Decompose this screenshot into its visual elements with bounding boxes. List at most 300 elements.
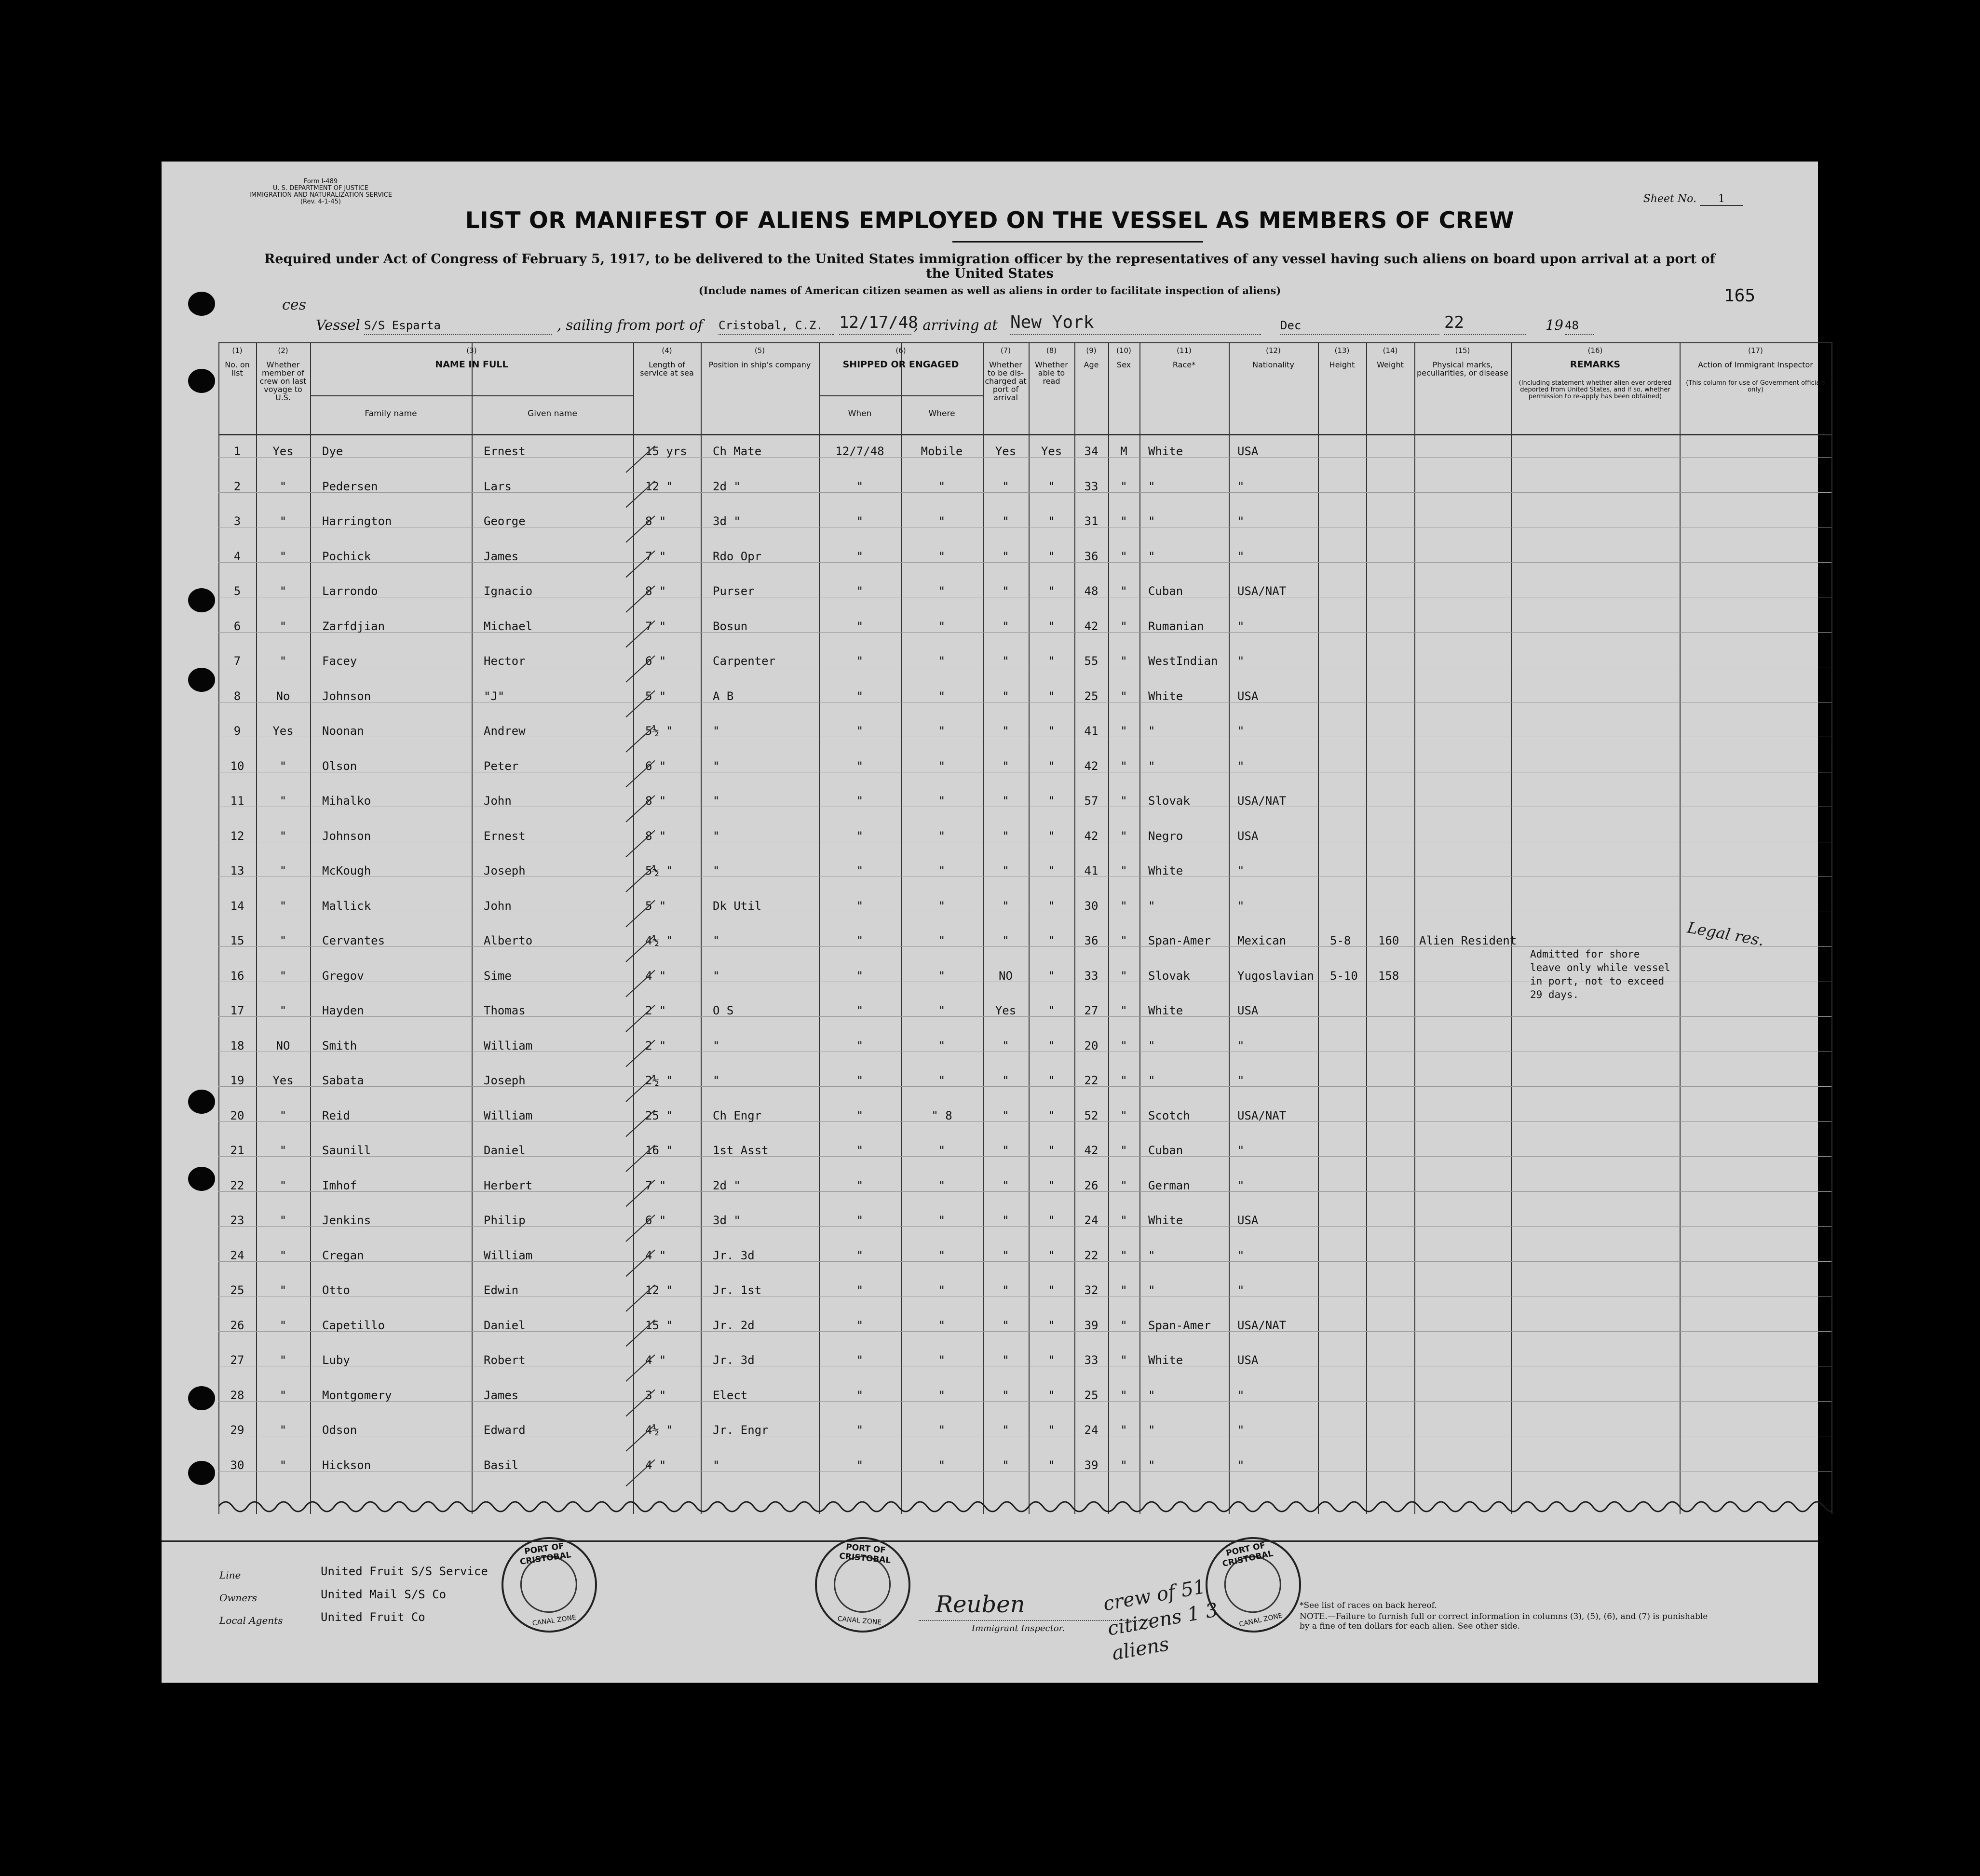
table-cell: 158 [1378, 969, 1399, 983]
table-cell: " [1002, 864, 1009, 877]
table-cell: 22 [230, 1178, 244, 1192]
check-tick [626, 1285, 655, 1311]
check-tick [626, 1250, 655, 1277]
table-cell: " [938, 689, 946, 703]
table-cell: " [1002, 619, 1009, 633]
check-tick [626, 1425, 655, 1451]
table-cell: " [1237, 479, 1245, 493]
column-title: Weight [1377, 360, 1404, 369]
table-cell: " [279, 829, 287, 843]
table-cell: " [1120, 654, 1127, 668]
table-cell: " [1237, 1458, 1245, 1472]
squiggle-line [218, 1502, 1831, 1512]
table-cell: " [1002, 934, 1009, 947]
table-cell: " [1237, 1388, 1245, 1402]
sheet-label: Sheet No. [1643, 193, 1696, 205]
table-cell: " [1002, 1144, 1009, 1157]
table-cell: Noonan [322, 724, 364, 738]
table-cell: Yes [1041, 445, 1062, 458]
table-cell: " [938, 549, 946, 563]
agents-label: Local Agents [219, 1615, 283, 1626]
table-cell: Alberto [484, 934, 533, 947]
table-cell: " [1148, 1283, 1155, 1297]
table-cell: " [1048, 584, 1055, 598]
table-cell: White [1148, 1004, 1183, 1017]
table-cell: " [1002, 1458, 1009, 1472]
table-cell: " [856, 479, 864, 493]
form-revision: (Rev. 4-1-45) [300, 198, 341, 205]
table-cell: 27 [230, 1353, 244, 1367]
table-cell: 13 [230, 864, 244, 877]
table-cell: Ch Engr [713, 1108, 762, 1122]
column-header [220, 346, 254, 377]
table-cell: 2½ " [645, 1074, 673, 1087]
table-cell: Bosun [713, 619, 748, 633]
table-cell: M [1120, 445, 1127, 458]
table-cell: " [1002, 1248, 1009, 1262]
table-cell: Carpenter [713, 654, 776, 668]
table-cell: " [1048, 1144, 1055, 1157]
table-cell: " [279, 514, 287, 528]
check-tick [626, 1180, 655, 1207]
check-tick [626, 586, 655, 612]
table-cell: USA [1237, 1004, 1259, 1017]
table-cell: USA/NAT [1237, 1318, 1287, 1332]
table-cell: 42 [1084, 1144, 1098, 1157]
table-cell: " [856, 1004, 864, 1017]
table-cell: " [279, 1388, 287, 1402]
table-cell: 3d " [713, 514, 741, 528]
table-cell: " [1237, 1423, 1245, 1437]
table-cell: " [1048, 1353, 1055, 1367]
table-cell: Johnson [322, 829, 371, 843]
table-cell: " [1120, 794, 1127, 808]
table-cell: Edwin [484, 1283, 519, 1297]
table-cell: " [713, 864, 720, 877]
arrival-port: New York [1010, 312, 1261, 335]
column-title: Action of Immigrant Inspector [1698, 360, 1813, 369]
column-divider [472, 342, 473, 1514]
table-cell: 7 " [645, 549, 666, 563]
table-cell: " [856, 794, 864, 808]
table-cell: " [856, 654, 864, 668]
table-cell: " [938, 1423, 946, 1437]
department: U. S. DEPARTMENT OF JUSTICE [272, 185, 369, 192]
table-cell: 2 " [645, 1004, 666, 1017]
table-cell: 42 [1084, 829, 1098, 843]
owners-value: United Mail S/S Co [321, 1588, 447, 1601]
check-tick [626, 1320, 655, 1347]
cristobal-stamp [811, 1533, 915, 1637]
table-cell: " [1148, 1074, 1155, 1087]
footnote: *See list of races on back hereof. [1300, 1601, 1437, 1610]
table-cell: " [279, 619, 287, 633]
check-tick [626, 446, 655, 472]
table-cell: Jr. Engr [713, 1423, 769, 1437]
table-cell: 48 [1084, 584, 1098, 598]
table-cell: 34 [1084, 445, 1098, 458]
table-cell: Pochick [322, 549, 371, 563]
column-header [1416, 346, 1509, 377]
table-cell: Daniel [484, 1318, 526, 1332]
table-cell: Ernest [484, 445, 526, 458]
margin-mark: ces [282, 297, 306, 313]
column-header [1141, 346, 1227, 369]
column-number: (4) [662, 346, 672, 355]
table-cell: Pedersen [322, 479, 378, 493]
column-header [1513, 346, 1678, 369]
table-cell: NO [999, 969, 1013, 983]
inspector-label: Immigrant Inspector. [972, 1623, 1065, 1633]
table-cell: 4½ " [645, 934, 673, 947]
punch-hole [188, 1167, 215, 1191]
punch-hole [188, 668, 215, 692]
check-tick [626, 1355, 655, 1381]
table-cell: " [938, 1283, 946, 1297]
table-cell: " [1002, 1108, 1009, 1122]
check-tick [626, 831, 655, 857]
table-cell: " [279, 1178, 287, 1192]
punch-hole [188, 292, 215, 316]
table-cell: 4 [233, 549, 241, 563]
table-cell: John [484, 899, 512, 913]
table-cell: George [484, 514, 526, 528]
table-cell: " [856, 1074, 864, 1087]
column-number: (13) [1334, 346, 1350, 355]
table-cell: 11 [230, 794, 244, 808]
table-cell: 10 [230, 759, 244, 773]
table-cell: " [1237, 1074, 1245, 1087]
table-cell: " [1120, 1248, 1127, 1262]
column-title: Position in ship's company [708, 360, 811, 369]
table-cell: " [938, 724, 946, 738]
table-cell: Mihalko [322, 794, 371, 808]
column-number: (2) [278, 346, 288, 355]
table-cell: " [1120, 969, 1127, 983]
arriving-label: , arriving at [914, 317, 998, 333]
table-cell: " [938, 654, 946, 668]
form-identifier [229, 178, 412, 205]
table-cell: Sabata [322, 1074, 364, 1087]
table-cell: "J" [484, 689, 505, 703]
table-cell: 32 [1084, 1283, 1098, 1297]
table-cell: Yes [272, 1074, 294, 1087]
table-cell: " [938, 1388, 946, 1402]
punch-hole [188, 1090, 215, 1114]
table-cell: 5 " [645, 689, 666, 703]
column-subheader: Given name [528, 409, 577, 418]
table-cell: " [1237, 549, 1245, 563]
table-cell: " [1002, 514, 1009, 528]
table-cell: " [713, 1074, 720, 1087]
table-cell: " [279, 584, 287, 598]
table-cell: " [856, 1283, 864, 1297]
vessel-name: S/S Esparta [364, 319, 552, 335]
table-cell: " [1120, 1423, 1127, 1437]
table-cell: " [1002, 1353, 1009, 1367]
table-cell: " [856, 1458, 864, 1472]
table-cell: 41 [1084, 864, 1098, 877]
table-cell: " [1048, 794, 1055, 808]
check-tick [626, 1110, 655, 1137]
table-cell: 7 " [645, 1178, 666, 1192]
column-divider [1831, 342, 1832, 1514]
vessel-label: Vessel [316, 317, 360, 333]
table-cell: " [938, 619, 946, 633]
table-cell: " [1120, 1144, 1127, 1157]
table-cell: 42 [1084, 619, 1098, 633]
table-cell: " [713, 794, 720, 808]
table-cell: " [1120, 899, 1127, 913]
table-cell: German [1148, 1178, 1190, 1192]
end-of-list-squiggle [218, 1492, 1831, 1521]
table-cell: 5½ " [645, 864, 673, 877]
table-cell: 8 " [645, 829, 666, 843]
table-cell: 27 [1084, 1004, 1098, 1017]
table-cell: Hector [484, 654, 526, 668]
table-cell: 16 " [645, 1144, 673, 1157]
table-cell: " [1002, 1074, 1009, 1087]
column-title: SHIPPED OR ENGAGED [842, 359, 959, 370]
punch-hole [188, 1461, 215, 1485]
table-cell: " [1237, 1178, 1245, 1192]
column-divider [1229, 342, 1230, 1514]
table-cell: 25 [1084, 1388, 1098, 1402]
column-title: Height [1329, 360, 1355, 369]
table-cell: 16 [230, 969, 244, 983]
table-cell: Joseph [484, 1074, 526, 1087]
line-label: Line [219, 1569, 241, 1581]
table-cell: William [484, 1039, 533, 1053]
table-cell: " [1148, 899, 1155, 913]
table-cell: 160 [1378, 934, 1399, 947]
table-cell: " [1120, 1074, 1127, 1087]
table-cell: " [1048, 1214, 1055, 1227]
column-title: NAME IN FULL [435, 359, 508, 370]
header-bottom-border [218, 434, 1831, 435]
table-cell: Cregan [322, 1248, 364, 1262]
table-cell: McKough [322, 864, 371, 877]
table-cell: " [1048, 479, 1055, 493]
column-divider [1414, 342, 1415, 1514]
table-cell: " [1048, 1318, 1055, 1332]
table-cell: 24 [1084, 1214, 1098, 1227]
column-header [258, 346, 308, 402]
table-cell: Cuban [1148, 1144, 1183, 1157]
sheet-number [1643, 193, 1743, 206]
table-cell: " [856, 829, 864, 843]
check-tick [626, 796, 655, 822]
column-title: Whether able to read [1035, 360, 1068, 386]
include-note: (Include names of American citizen seamen as well as aliens in order to facilitate inspection of aliens) [698, 284, 1281, 297]
table-cell: " [1002, 724, 1009, 738]
column-title: Whether member of crew on last voyage to U.S. [259, 360, 307, 402]
table-cell: James [484, 1388, 519, 1402]
column-divider [1511, 342, 1512, 1514]
table-cell: 12 " [645, 479, 673, 493]
table-cell: 33 [1084, 479, 1098, 493]
table-cell: " [1048, 899, 1055, 913]
table-cell: Gregov [322, 969, 364, 983]
table-cell: " [1237, 724, 1245, 738]
table-cell: 4 " [645, 1248, 666, 1262]
table-cell: Harrington [322, 514, 392, 528]
table-cell: 7 " [645, 619, 666, 633]
table-cell: " [279, 934, 287, 947]
table-cell: " [1048, 724, 1055, 738]
table-cell: Span-Amer [1148, 934, 1211, 947]
table-cell: " [1120, 1039, 1127, 1053]
page-number: 165 [1723, 286, 1755, 306]
table-cell: " [856, 549, 864, 563]
check-tick [626, 1145, 655, 1172]
table-cell: Elect [713, 1388, 748, 1402]
table-cell: 57 [1084, 794, 1098, 808]
table-cell: " [856, 1144, 864, 1157]
table-cell: " [1237, 1039, 1245, 1053]
arrival-month: Dec [1280, 319, 1439, 335]
table-cell: 42 [1084, 759, 1098, 773]
table-cell: 25 [230, 1283, 244, 1297]
table-cell: " [279, 1108, 287, 1122]
check-tick [626, 1040, 655, 1067]
table-cell: " [279, 969, 287, 983]
arrival-day: 22 [1444, 313, 1526, 335]
table-cell: 5 " [645, 899, 666, 913]
table-cell: 52 [1084, 1108, 1098, 1122]
column-header [1320, 346, 1364, 369]
stamp-text: PORT OF CRISTOBAL [839, 1542, 892, 1566]
column-divider [1680, 342, 1681, 1514]
table-cell: " [1002, 654, 1009, 668]
column-title: Sex [1116, 360, 1131, 369]
table-cell: 8 [233, 689, 241, 703]
table-cell: " [279, 759, 287, 773]
table-cell: 5 [233, 584, 241, 598]
table-cell: 20 [1084, 1039, 1098, 1053]
column-divider [310, 342, 311, 1514]
table-cell: " [1120, 619, 1127, 633]
table-cell: " [1237, 514, 1245, 528]
table-cell: 19 [230, 1074, 244, 1087]
table-cell: William [484, 1108, 533, 1122]
year-prefix: 19 [1546, 317, 1563, 333]
check-tick [626, 935, 655, 962]
table-cell: " [713, 829, 720, 843]
table-cell: Dk Util [713, 899, 762, 913]
table-cell: " [279, 1144, 287, 1157]
table-cell: Yes [272, 445, 294, 458]
page-title: LIST OR MANIFEST OF ALIENS EMPLOYED ON THE VESSEL AS MEMBERS OF CREW [465, 207, 1515, 234]
column-number: (11) [1177, 346, 1192, 355]
table-cell: " [856, 1108, 864, 1122]
table-cell: " [938, 829, 946, 843]
table-cell: 8 " [645, 514, 666, 528]
table-cell: 36 [1084, 934, 1098, 947]
table-cell: " [856, 934, 864, 947]
table-cell: Larrondo [322, 584, 378, 598]
table-cell: 15 yrs [645, 445, 687, 458]
table-cell: " [1048, 829, 1055, 843]
column-title: Age [1084, 360, 1099, 369]
table-cell: Rumanian [1148, 619, 1204, 633]
punch-hole [188, 1386, 215, 1410]
table-cell: 26 [230, 1318, 244, 1332]
table-cell: 28 [230, 1388, 244, 1402]
table-cell: Saunill [322, 1144, 371, 1157]
table-cell: Yes [995, 1004, 1017, 1017]
table-cell: " [938, 514, 946, 528]
table-cell: " [1120, 479, 1127, 493]
table-cell: 7 [233, 654, 241, 668]
table-cell: " [1120, 1388, 1127, 1402]
table-cell: Span-Amer [1148, 1318, 1211, 1332]
agents-value: United Fruit Co [321, 1610, 425, 1624]
table-cell: 12 " [645, 1283, 673, 1297]
sheet-value: 1 [1700, 193, 1743, 206]
table-cell: " [1148, 1423, 1155, 1437]
table-cell: " [938, 1178, 946, 1192]
name-subheader-divider [310, 395, 633, 396]
table-cell: USA [1237, 1214, 1259, 1227]
table-cell: " [938, 794, 946, 808]
table-cell: Odson [322, 1423, 357, 1437]
table-cell: " [1148, 549, 1155, 563]
table-cell: White [1148, 1214, 1183, 1227]
column-header [1076, 346, 1106, 369]
table-cell: Jr. 2d [713, 1318, 755, 1332]
table-cell: 24 [230, 1248, 244, 1262]
column-header [1682, 346, 1830, 369]
table-cell: Andrew [484, 724, 526, 738]
inspector-action-note: Legal res. [1685, 918, 1766, 950]
table-cell: A B [713, 689, 734, 703]
table-cell: " [1048, 1074, 1055, 1087]
table-cell: 31 [1084, 514, 1098, 528]
table-cell: USA/NAT [1237, 794, 1287, 808]
table-cell: " [1048, 1004, 1055, 1017]
table-cell: 6 [233, 619, 241, 633]
footer-divider [162, 1540, 1818, 1542]
table-cell: " [1120, 1318, 1127, 1332]
table-cell: " [1048, 654, 1055, 668]
check-tick [626, 761, 655, 787]
table-cell: 36 [1084, 549, 1098, 563]
table-cell: " [856, 1178, 864, 1192]
table-cell: " [1148, 1248, 1155, 1262]
table-cell: " [856, 1388, 864, 1402]
table-cell: 25 [1084, 689, 1098, 703]
table-cell: Robert [484, 1353, 526, 1367]
act-statement: Required under Act of Congress of February 5, 1917, to be delivered to the United States immigration officer by the representatives of any vessel having such aliens on board upon arrival at a port of the United States [264, 252, 1716, 281]
column-title: Whether to be dis-charged at port of arrival [985, 360, 1027, 402]
table-cell: " [938, 934, 946, 947]
table-cell: 23 [230, 1214, 244, 1227]
table-cell: 55 [1084, 654, 1098, 668]
table-cell: Basil [484, 1458, 519, 1472]
check-tick [626, 551, 655, 578]
table-cell: 39 [1084, 1458, 1098, 1472]
table-cell: 12 [230, 829, 244, 843]
table-cell: 33 [1084, 1353, 1098, 1367]
column-subheader: (Including statement whether alien ever ordered deported from United States, and if so, whether permission to re-apply has been obtained) [1519, 379, 1672, 400]
table-cell: Edward [484, 1423, 526, 1437]
table-cell: " [1048, 1283, 1055, 1297]
column-title: Race* [1172, 360, 1196, 369]
check-tick [626, 971, 655, 997]
table-cell: " [856, 1423, 864, 1437]
table-cell: " [1002, 479, 1009, 493]
